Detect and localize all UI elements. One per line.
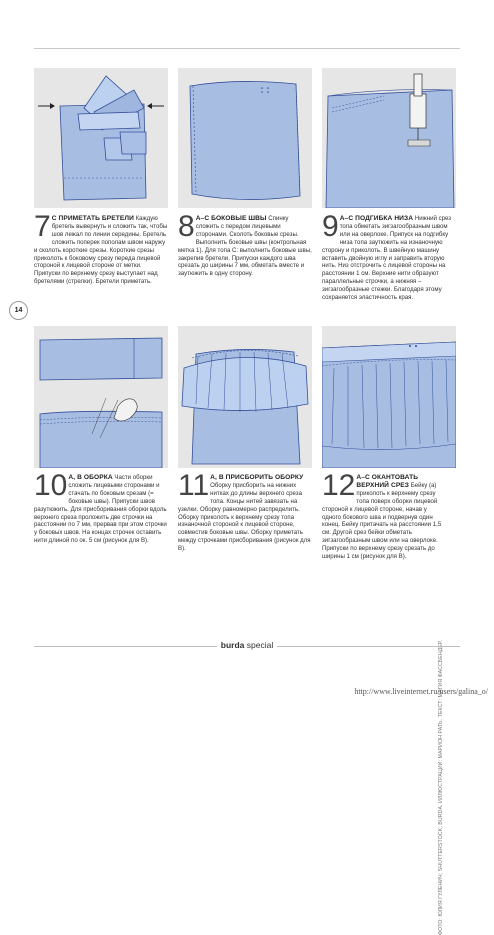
step-12	[322, 469, 446, 561]
illustration-panel-11	[178, 326, 312, 468]
illustration-panel-12	[322, 326, 456, 468]
step-8	[178, 210, 312, 278]
step-7	[34, 210, 168, 286]
top-rule	[34, 48, 460, 49]
step-number: 10	[34, 469, 68, 502]
illustration-panel-7	[34, 68, 168, 208]
step-heading: А, В ОБОРКА	[68, 474, 113, 481]
step-11	[178, 469, 312, 553]
illustration-panel-8	[178, 68, 312, 208]
step-body: Спинку сложить с передом лицевыми сторонами. Сколоть боковые срезы. Выполнить боковые швы (контрольная метка 1). Для топа С: выполнить боковые швы, закрепив бретели. Припуски каждого шва срезать до ширины 7 мм, обметать вместе и заутюжить в одну сторону.	[178, 215, 312, 278]
hem-twin-needle-illustration	[322, 68, 456, 208]
side-seams-illustration	[178, 68, 312, 208]
footer-brand-rest: special	[244, 640, 274, 650]
step-body: Нижний срез топа обметать зигзагообразным швом или на оверлоке. Припуск на подгибку низа топа заутюжить на изнаночную сторону и приколоть. В швейную машину вставить двойную иглу и заправить вторую нить. Низ отстрочить с лицевой стороны на расстоянии 1 см. Верхние нити образуют параллельные строчки, а нижняя – зигзагообразные стежки. Благодаря этому сохраняется эластичность края.	[322, 215, 452, 302]
step-body: Оборку присборить на нижних нитках до длины верхнего среза топа. Концы нитей завязать на узелки. Оборку равномерно распределить. Оборку приколоть к верхнему срезу топа изнаночной стороной к лицевой стороне, совместив боковые швы. Оборку приметать между строчками присборивания (рисунок для В).	[178, 481, 311, 553]
step-number: 8	[178, 210, 195, 243]
frill-gathering-illustration	[34, 326, 168, 468]
step-9	[322, 210, 456, 302]
step-body: Бейку (а) приколоть к верхнему срезу топа поверх оборки лицевой стороной к лицевой стороне, начав у одного бокового шва и подвернув один конец. Бейку притачать на расстоянии 1,5 см. Другой срез бейки обметать зигзагообразным швом или на оверлоке. Припуски по верхнему срезу срезать до ширины 1 см (рисунок для В).	[322, 481, 442, 561]
illustration-panel-10	[34, 326, 168, 468]
step-heading: С ПРИМЕТАТЬ БРЕТЕЛИ	[51, 215, 134, 222]
illustration-panel-9	[322, 68, 456, 208]
step-number: 12	[322, 469, 356, 502]
step-number: 11	[178, 469, 210, 502]
footer-brand	[0, 640, 494, 650]
photo-credits: ФОТО: ЮЛИЯ ГУЛЕНИЧ; SHUTTERSTOCK; BURDA. ИЛЛЮСТРАЦИИ: МАРИОН РАТЬ. ТЕКСТ: МАГИЯ ФАССБЕНДЕР.	[438, 640, 444, 935]
step-heading: А, В ПРИСБОРИТЬ ОБОРКУ	[210, 474, 304, 481]
step-10	[34, 469, 168, 545]
step-heading: А–С ПОДГИБКА НИЗА	[339, 215, 414, 222]
watermark-url: http://www.liveinternet.ru/users/galina_o/	[354, 687, 488, 696]
step-heading: А–С БОКОВЫЕ ШВЫ	[195, 215, 267, 222]
frill-attaching-illustration	[178, 326, 312, 468]
step-body: Части оборки сложить лицевыми сторонами и стачать по боковым срезам (= боковые швы). Припуски швов разутюжить. Для присборивания оборки вдоль верхнего среза проложить две строчки на расстоянии по 7 мм, прервав при этом строчки у боковых швов. На концах строчек оставить нити длиной по ок. 5 см (рисунок для В).	[34, 474, 167, 545]
page-number: 14	[9, 301, 28, 320]
footer-brand-bold: burda	[220, 640, 245, 650]
step-number: 9	[322, 210, 339, 243]
strap-pinning-illustration	[34, 68, 168, 208]
step-body: Каждую бретель вывернуть и сложить так, чтобы шов лежал по линии середины. Бретель сложить поперек пополам швом наружу и сколоть короткие срезы. Короткие срезы приколоть к боковому срезу переда лицевой стороной к лицевой стороне от метки. Припуски по верхнему срезу выступает над бретелями (стрелки). Бретели приметать.	[34, 215, 168, 286]
step-heading: А–С ОКАНТОВАТЬ ВЕРХНИЙ СРЕЗ	[356, 474, 419, 489]
step-number: 7	[34, 210, 51, 243]
top-edge-binding-illustration	[322, 326, 456, 468]
